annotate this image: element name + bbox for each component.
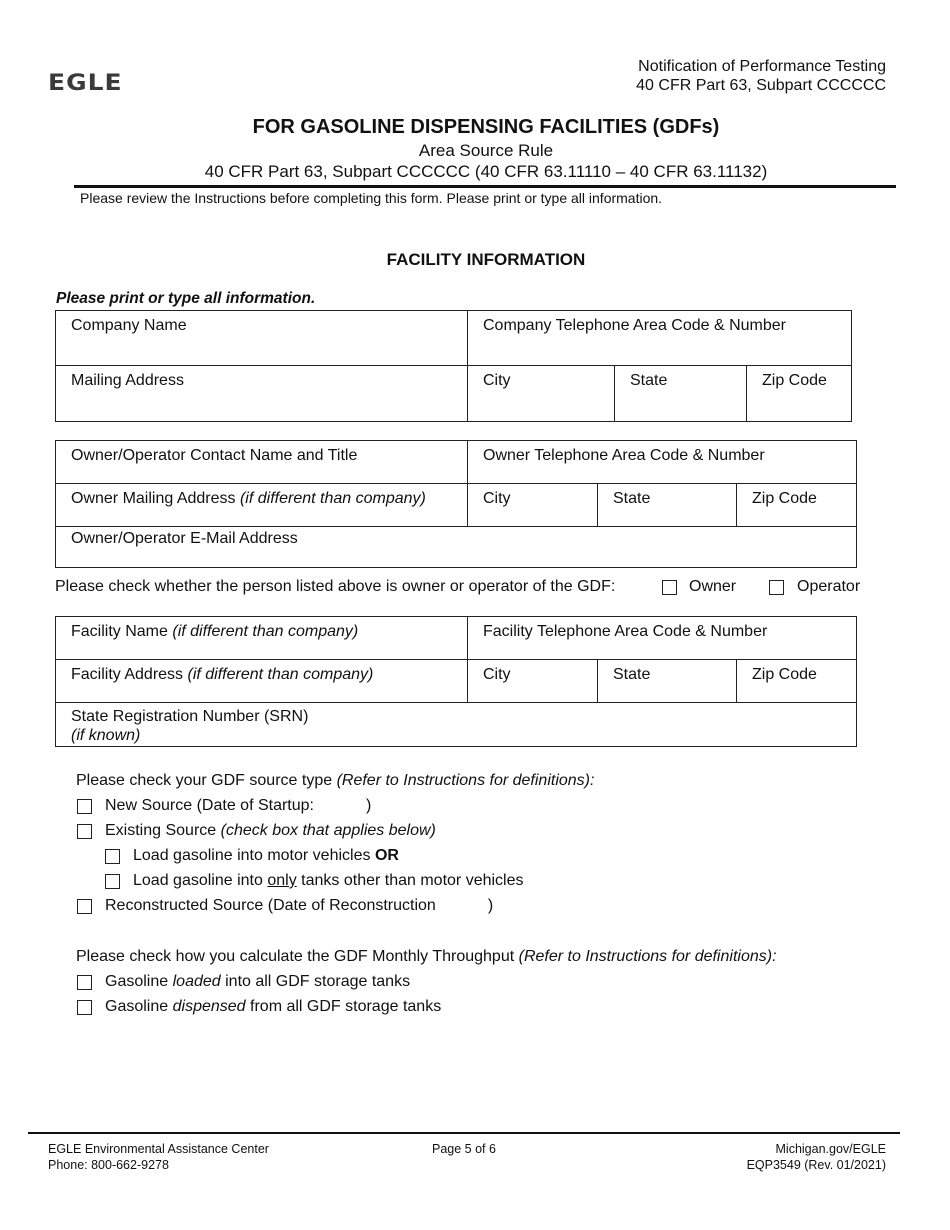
facility-srn-label: State Registration Number (SRN)	[71, 708, 309, 725]
company-state-label: State	[630, 372, 668, 389]
throughput-prompt-text: Please check how you calculate the GDF Monthly Throughput	[76, 948, 515, 965]
existing-source-note: (check box that applies below)	[220, 822, 436, 839]
company-phone-label: Company Telephone Area Code & Number	[483, 317, 786, 334]
owner-state-label: State	[613, 490, 651, 507]
owner-state-field[interactable]	[597, 483, 737, 527]
owner-mailing-note: (if different than company)	[239, 490, 426, 507]
reconstructed-source-label	[105, 897, 493, 915]
reconstructed-source-close: )	[487, 897, 494, 914]
new-source-text: New Source (Date of Startup:	[105, 797, 314, 814]
footer-form-number: EQP3549 (Rev. 01/2021)	[746, 1158, 886, 1172]
gasoline-loaded-label	[105, 973, 410, 991]
gasoline-dispensed-text-end: from all GDF storage tanks	[250, 998, 442, 1015]
load-only-tanks-text: Load gasoline into	[133, 872, 263, 889]
source-type-prompt	[76, 772, 594, 790]
footer-org: EGLE Environmental Assistance Center	[48, 1142, 269, 1156]
owner-email-label: Owner/Operator E-Mail Address	[71, 530, 298, 547]
owner-zip-label: Zip Code	[752, 490, 817, 507]
load-motor-vehicles-text: Load gasoline into motor vehicles	[133, 847, 371, 864]
load-only-tanks-emphasis: only	[267, 872, 297, 889]
owner-contact-label: Owner/Operator Contact Name and Title	[71, 447, 358, 464]
egle-logo: EGLE	[48, 69, 123, 96]
facility-address-field[interactable]	[55, 659, 468, 703]
owner-checkbox[interactable]	[662, 580, 677, 595]
facility-phone-field[interactable]	[467, 616, 857, 660]
review-note: Please review the Instructions before completing this form. Please print or type all information.	[80, 190, 663, 206]
gasoline-loaded-text: Gasoline	[105, 973, 169, 990]
page-subtitle: Area Source Rule	[418, 141, 554, 160]
operator-checkbox[interactable]	[769, 580, 784, 595]
print-note: Please print or type all information.	[56, 290, 316, 307]
form-regulation: 40 CFR Part 63, Subpart CCCCCC	[636, 77, 886, 94]
facility-name-note: (if different than company)	[172, 623, 359, 640]
owner-operator-question: Please check whether the person listed above is owner or operator of the GDF:	[55, 578, 616, 595]
throughput-prompt	[76, 948, 777, 966]
footer-website: Michigan.gov/EGLE	[775, 1142, 886, 1156]
owner-city-field[interactable]	[467, 483, 598, 527]
owner-phone-label: Owner Telephone Area Code & Number	[483, 447, 765, 464]
company-name-field[interactable]	[55, 310, 468, 366]
footer-phone: Phone: 800-662-9278	[48, 1158, 169, 1172]
owner-city-label: City	[483, 490, 511, 507]
load-only-tanks-text-end: tanks other than motor vehicles	[301, 872, 524, 889]
facility-city-field[interactable]	[467, 659, 598, 703]
company-city-field[interactable]	[467, 365, 615, 422]
footer-left	[48, 1141, 269, 1173]
load-only-tanks-checkbox[interactable]	[105, 874, 120, 889]
gasoline-dispensed-checkbox[interactable]	[77, 1000, 92, 1015]
company-city-label: City	[483, 372, 511, 389]
facility-srn-field[interactable]	[55, 702, 857, 747]
throughput-prompt-note: (Refer to Instructions for definitions):	[518, 948, 777, 965]
new-source-checkbox[interactable]	[77, 799, 92, 814]
owner-contact-field[interactable]	[55, 440, 468, 484]
load-motor-vehicles-or: OR	[374, 847, 399, 864]
source-type-prompt-note: (Refer to Instructions for definitions):	[336, 772, 595, 789]
company-mailing-field[interactable]	[55, 365, 468, 422]
gasoline-loaded-emphasis: loaded	[172, 973, 221, 990]
gasoline-loaded-text-end: into all GDF storage tanks	[225, 973, 411, 990]
owner-checkbox-label: Owner	[689, 578, 737, 595]
facility-state-label: State	[613, 666, 651, 683]
title-divider	[74, 185, 896, 188]
owner-phone-field[interactable]	[467, 440, 857, 484]
footer-page-number: Page 5 of 6	[432, 1142, 496, 1156]
facility-zip-label: Zip Code	[752, 666, 817, 683]
new-source-close: )	[365, 797, 372, 814]
load-motor-vehicles-checkbox[interactable]	[105, 849, 120, 864]
facility-zip-field[interactable]	[736, 659, 857, 703]
company-phone-field[interactable]	[467, 310, 852, 366]
existing-source-checkbox[interactable]	[77, 824, 92, 839]
gasoline-dispensed-label	[105, 998, 441, 1016]
facility-srn-note: (if known)	[71, 727, 141, 744]
gasoline-loaded-checkbox[interactable]	[77, 975, 92, 990]
owner-mailing-label: Owner Mailing Address	[71, 490, 236, 507]
section-title: FACILITY INFORMATION	[386, 250, 586, 269]
facility-name-field[interactable]	[55, 616, 468, 660]
owner-mailing-field[interactable]	[55, 483, 468, 527]
source-type-prompt-text: Please check your GDF source type	[76, 772, 333, 789]
company-zip-field[interactable]	[746, 365, 852, 422]
facility-phone-label: Facility Telephone Area Code & Number	[483, 623, 768, 640]
page-subtitle-citation: 40 CFR Part 63, Subpart CCCCCC (40 CFR 63.11110 – 40 CFR 63.11132)	[204, 162, 768, 181]
footer-divider	[28, 1132, 900, 1134]
gasoline-dispensed-text: Gasoline	[105, 998, 169, 1015]
company-mailing-label: Mailing Address	[71, 372, 184, 389]
footer-right	[747, 1141, 886, 1173]
company-zip-label: Zip Code	[762, 372, 827, 389]
facility-name-label: Facility Name	[71, 623, 168, 640]
form-header-right	[636, 57, 886, 95]
existing-source-text: Existing Source	[105, 822, 217, 839]
operator-checkbox-label: Operator	[797, 578, 861, 595]
company-name-label: Company Name	[71, 317, 187, 334]
form-name: Notification of Performance Testing	[638, 58, 886, 75]
facility-city-label: City	[483, 666, 511, 683]
page-title: FOR GASOLINE DISPENSING FACILITIES (GDFs)	[252, 116, 720, 138]
owner-email-field[interactable]	[55, 526, 857, 568]
load-motor-vehicles-label	[133, 847, 399, 865]
existing-source-label	[105, 822, 436, 840]
facility-address-label: Facility Address	[71, 666, 184, 683]
owner-zip-field[interactable]	[736, 483, 857, 527]
company-state-field[interactable]	[614, 365, 747, 422]
new-source-label	[105, 797, 371, 815]
gasoline-dispensed-emphasis: dispensed	[172, 998, 246, 1015]
reconstructed-source-checkbox[interactable]	[77, 899, 92, 914]
reconstructed-source-text: Reconstructed Source (Date of Reconstruction	[105, 897, 436, 914]
facility-address-note: (if different than company)	[187, 666, 374, 683]
load-only-tanks-label	[133, 872, 524, 890]
facility-state-field[interactable]	[597, 659, 737, 703]
